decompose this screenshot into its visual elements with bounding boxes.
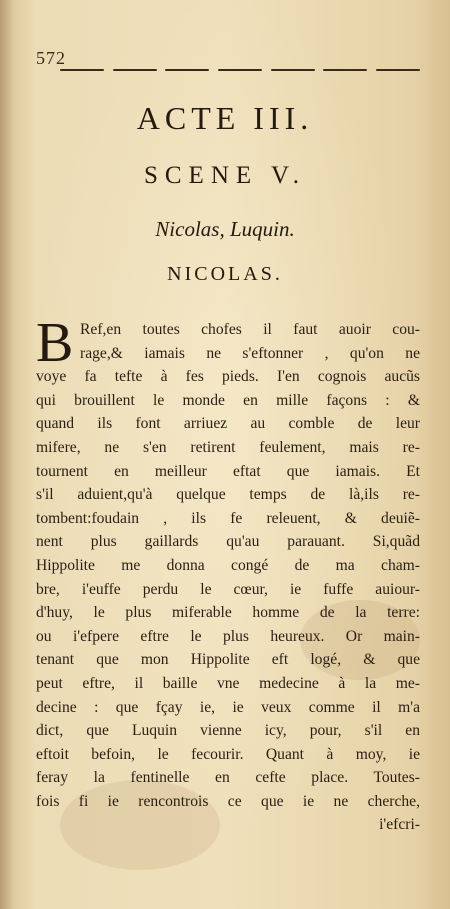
text-line: Ref,en toutes chofes il faut auoir cou- xyxy=(80,321,420,338)
catchword: i'efcri- xyxy=(379,816,420,834)
text-line: quand ils font arriuez au comble de leur xyxy=(36,415,420,433)
page-number: 572 xyxy=(36,48,66,68)
text-line: Hippolite me donna congé de ma cham- xyxy=(36,556,420,574)
text-line: decine : que fçay ie, ie veux comme il m'a xyxy=(36,698,420,716)
text-line: nent plus gaillards qu'au parauant. Si,quãd xyxy=(36,533,420,551)
dialogue-text xyxy=(36,312,420,837)
text-line: dict, que Luquin vienne icy, pour, s'il en xyxy=(36,722,420,740)
text-line: rage,& iamais ne s'eftonner , qu'on ne xyxy=(80,344,420,362)
act-heading: ACTE III. xyxy=(136,100,314,136)
text-line: qui brouillent le monde en mille façons : & xyxy=(36,391,420,409)
text-line: d'huy, le plus miferable homme de la terre: xyxy=(36,604,420,622)
text-line: fois fi ie rencontrois ce que ie ne cherche, xyxy=(36,792,420,810)
text-line: tournent en meilleur eftat que iamais. Et xyxy=(36,462,420,480)
text-line: mifere, ne s'en retirent feulement, mais re- xyxy=(36,438,420,456)
text-line: s'il aduient,qu'à quelque temps de là,ils re- xyxy=(36,486,420,504)
drop-cap: B xyxy=(36,312,74,374)
text-line: peut eftre, il baille vne medecine à la me- xyxy=(36,674,420,692)
ornamental-rule xyxy=(60,67,420,73)
text-line: ou i'efpere eftre le plus heureux. Or main- xyxy=(36,627,420,645)
text-line: feray la fentinelle en cefte place. Toutes- xyxy=(36,769,420,787)
scene-heading: SCENE V. xyxy=(143,162,307,189)
characters-list: Nicolas, Luquin. xyxy=(155,217,295,241)
text-line: eftoit befoin, le fecourir. Quant à moy, ie xyxy=(36,745,420,763)
text-line: voye fa tefte à fes pieds. I'en cognois aucũs xyxy=(36,368,420,386)
speaker-name: NICOLAS. xyxy=(167,263,283,285)
text-line: tombent:foudain , ils fe releuent, & deuiẽ- xyxy=(36,509,420,527)
text-line: bre, i'euffe perdu le cœur, ie fuffe auiour- xyxy=(36,580,420,598)
text-line: tenant que mon Hippolite eft logé, & que xyxy=(36,651,420,669)
